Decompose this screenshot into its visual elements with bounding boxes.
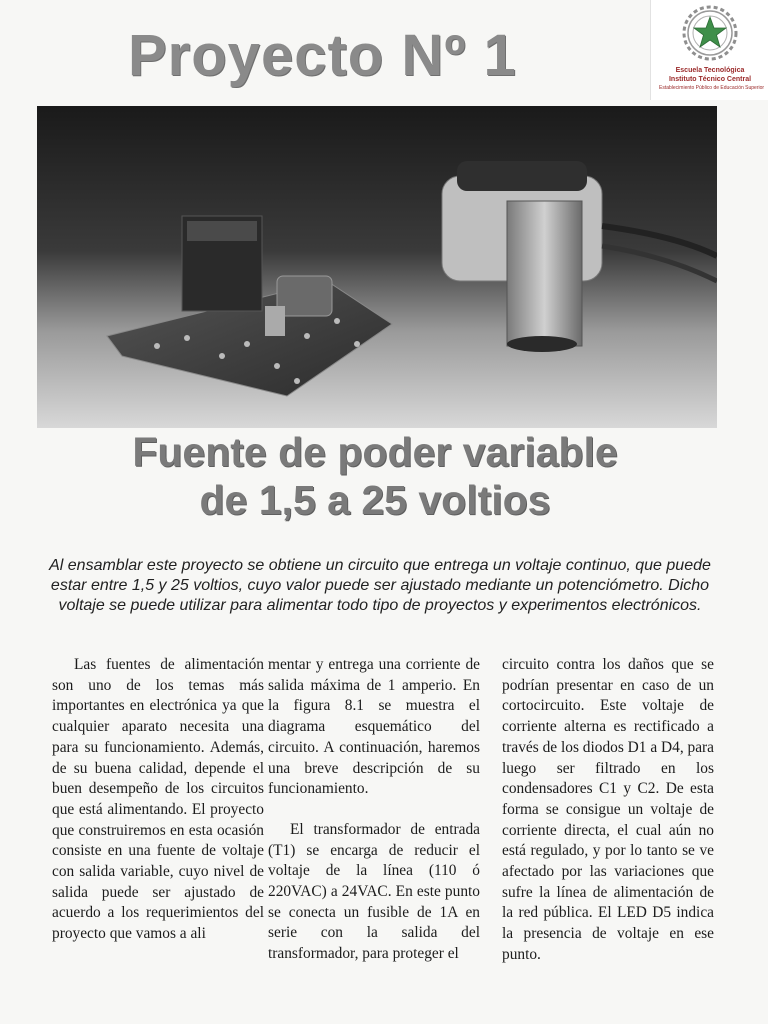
logo-line-institute: Instituto Técnico Central: [668, 76, 752, 83]
column-2-paragraph-1: mentar y entrega una corriente de salida máxima de 1 amperio. En la figura 8.1 se muestra el diagrama esquemático del circuito. A continuación, haremos una breve descripción de su funcionamiento.: [268, 656, 480, 798]
institution-logo: [650, 0, 768, 100]
column-1-paragraph: Las fuentes de alimentación son uno de los temas más importantes en electrónica ya que cualquier aparato necesita una para su funcionamiento. Además, de su buena calidad, depende el buen desempeño de los circuitos que está alimentando. El proyecto que construiremos en esta ocasión consiste en una fuente de voltaje con salida variable, cuyo nivel de salida puede ser ajustado de acuerdo a los requerimientos del proyecto que vamos a ali: [52, 656, 264, 943]
lead-paragraph: Al ensamblar este proyecto se obtiene un circuito que entrega un voltaje continuo, que puede estar entre 1,5 y 25 voltios, cuyo valor puede ser ajustado mediante un potenciómetro. Dicho voltaje se puede utilizar para alimentar todo tipo de proyectos y experimentos electrónicos.: [49, 557, 711, 614]
column-2: [268, 655, 480, 965]
headline-line-2: de 1,5 a 25 voltios: [199, 477, 551, 523]
article-headline: [0, 428, 750, 524]
column-2-paragraph-2: El transformador de entrada (T1) se encarga de reducir el voltaje de la línea (110 ó 220VAC) a 24VAC. En este punto se conecta un fusible de 1A en serie con la salida del transformador, para proteger el: [268, 820, 480, 963]
column-3-paragraph: circuito contra los daños que se podrían presentar en caso de un cortocircuito. Este voltaje de corriente alterna es rectificado a través de los diodos D1 a D4, para luego ser filtrado en los condensadores C1 y C2. De esta forma se consigue un voltaje de corriente directa, el cual aún no está regulado, y por lo tanto se ve afectado por las variaciones que sufre la línea de alimentación de la red pública. El LED D5 indica la presencia de voltaje en ese punto.: [502, 656, 714, 963]
power-supply-photo: [37, 106, 717, 428]
logo-line-school: Escuela Tecnológica: [675, 67, 745, 74]
headline-line-1: Fuente de poder variable: [132, 429, 618, 475]
logo-line-establishment: Establecimiento Público de Educación Superior: [659, 85, 765, 91]
gear-star-seal-icon: [679, 2, 741, 64]
column-3: [502, 655, 714, 966]
project-title: Proyecto Nº 1: [128, 23, 517, 88]
column-1: [52, 655, 264, 945]
